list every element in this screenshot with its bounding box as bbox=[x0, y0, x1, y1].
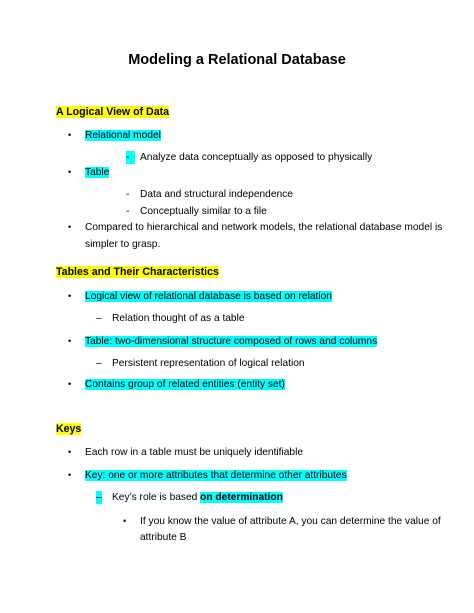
list-item-compared-cont: simpler to grasp. bbox=[85, 239, 161, 250]
bullet-marker: • bbox=[68, 470, 72, 480]
list-item-compared: Compared to hierarchical and network models, the relational database model is bbox=[85, 222, 443, 233]
bullet-marker: • bbox=[68, 130, 72, 140]
list-item-key-definition: Key: one or more attributes that determine other attributes bbox=[85, 470, 347, 481]
bullet-marker: • bbox=[68, 222, 72, 232]
bullet-marker: • bbox=[68, 291, 72, 301]
list-item-logical-view-relation: Logical view of relational database is based on relation bbox=[85, 291, 332, 302]
endash-marker: – bbox=[96, 358, 102, 369]
section-heading-tables: Tables and Their Characteristics bbox=[56, 266, 219, 278]
section-heading-logical-view: A Logical View of Data bbox=[56, 106, 170, 118]
bullet-marker: • bbox=[68, 167, 72, 177]
page-title: Modeling a Relational Database bbox=[128, 52, 346, 68]
sub-item-relation-table: Relation thought of as a table bbox=[112, 313, 245, 324]
hyphen-marker: - bbox=[126, 151, 135, 164]
sub-item-key-role: Key’s role is based bbox=[112, 492, 201, 503]
list-item-uniquely: Each row in a table must be uniquely identifiable bbox=[85, 447, 304, 458]
hyphen-marker: - bbox=[126, 189, 130, 200]
bullet-marker: • bbox=[68, 447, 72, 457]
section-heading-keys: Keys bbox=[56, 423, 82, 435]
sub-item-similar-file: Conceptually similar to a file bbox=[140, 206, 267, 217]
sub-item-independence: Data and structural independence bbox=[140, 189, 293, 200]
list-item-entity-set: Contains group of related entities (entity set) bbox=[85, 379, 285, 390]
bullet-marker: • bbox=[123, 516, 127, 526]
endash-marker: – bbox=[96, 492, 102, 503]
list-item-table-two-dim: Table: two-dimensional structure composed of rows and columns bbox=[85, 336, 378, 347]
sub-sub-item-attribute-a: If you know the value of attribute A, you can determine the value of bbox=[140, 516, 441, 527]
bullet-marker: • bbox=[68, 336, 72, 346]
sub-item-determination: on determination bbox=[200, 492, 283, 503]
sub-item-analyze: Analyze data conceptually as opposed to physically bbox=[140, 152, 373, 163]
hyphen-marker: - bbox=[126, 206, 130, 217]
list-item-relational-model: Relational model bbox=[85, 130, 161, 141]
sub-sub-item-attribute-b: attribute B bbox=[140, 532, 187, 543]
endash-marker: – bbox=[96, 313, 102, 324]
list-item-table: Table bbox=[85, 167, 110, 178]
sub-item-persistent: Persistent representation of logical relation bbox=[112, 358, 305, 369]
bullet-marker: • bbox=[68, 379, 72, 389]
